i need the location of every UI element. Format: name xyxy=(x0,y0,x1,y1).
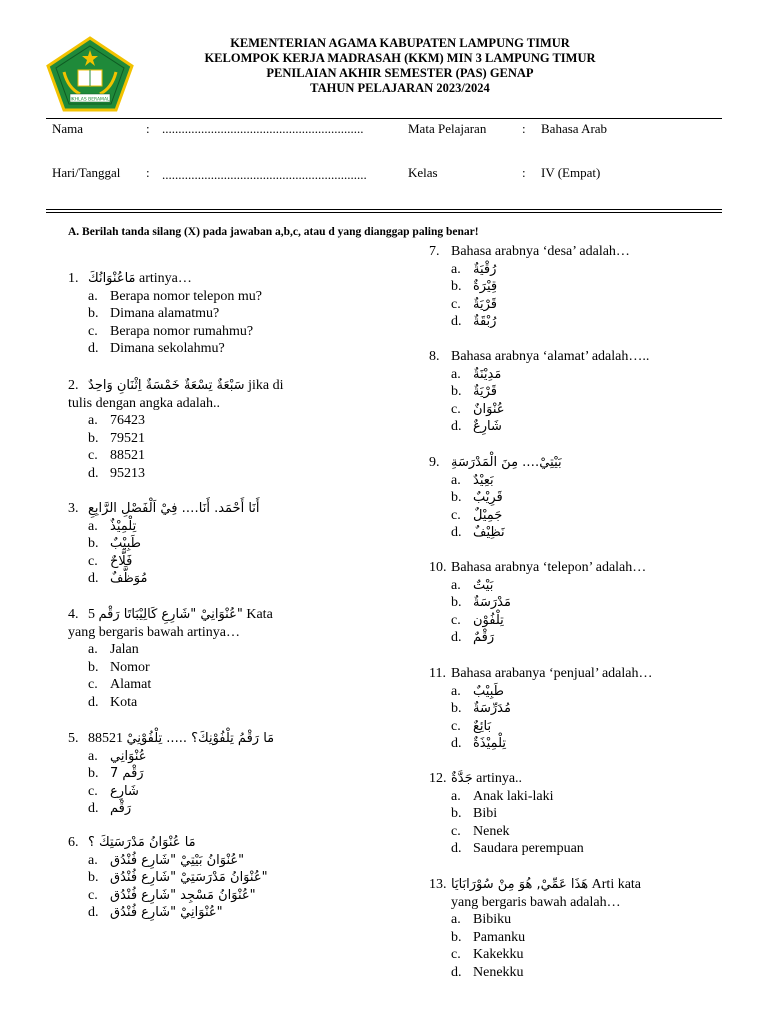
question-text-line2: yang bergaris bawah adalah… xyxy=(451,894,621,910)
kelas-label: Kelas xyxy=(408,165,438,180)
question-text-line2: yang bergaris bawah artinya… xyxy=(68,624,240,640)
mapel-label: Mata Pelajaran xyxy=(408,121,487,136)
arabic-text: سَبْعَةٌ تِسْعَةٌ خَمْسَةٌ اِثْنَانِ وَاحِدٌ xyxy=(88,378,245,393)
fields-divider-1 xyxy=(46,209,722,210)
option-a[interactable]: a. بَيْتٌ xyxy=(451,577,494,593)
option-c[interactable]: c. "عُنْوَانُ مَسْجِد "شَارِع فُنْدُق xyxy=(88,887,256,903)
option-a[interactable]: a. بَعِيْدٌ xyxy=(451,472,494,488)
option-d[interactable]: d. رَقْم xyxy=(88,801,132,816)
option-b[interactable]: b. طَبِيْبٌ xyxy=(88,536,141,551)
option-d[interactable]: d. شَارِعٌ xyxy=(451,419,502,434)
kelas-colon: : xyxy=(522,165,526,180)
question-text: artinya… xyxy=(135,271,192,286)
question-9 xyxy=(429,454,562,542)
option-a[interactable]: a. عُنْوَانِي xyxy=(88,748,147,764)
question-6 xyxy=(68,834,268,922)
option-d[interactable]: d. رَقْمٌ xyxy=(451,630,495,645)
header-line-1: KEMENTERIAN AGAMA KABUPATEN LAMPUNG TIMUR xyxy=(230,36,570,50)
question-text-line2: tulis dengan angka adalah.. xyxy=(68,395,221,411)
option-b[interactable]: b. Pamanku xyxy=(451,929,526,945)
arabic-text: مَاعُنْوَانُكَ xyxy=(88,271,136,286)
nama-label: Nama xyxy=(52,121,84,136)
header-line-2: KELOMPOK KERJA MADRASAH (KKM) MIN 3 LAMPUNG TIMUR xyxy=(204,51,596,65)
hari-field[interactable]: ............................................................... xyxy=(162,167,367,182)
option-a[interactable]: a. مَدِيْنَةٌ xyxy=(451,366,502,382)
option-d[interactable]: d. "عُنْوَانِيْ "شَارِع فُنْدُق xyxy=(88,905,223,920)
option-a[interactable]: a. Anak laki-laki xyxy=(451,788,554,804)
question-text: artinya.. xyxy=(472,771,523,786)
option-b[interactable]: b. Nomor xyxy=(88,659,150,675)
kemenag-logo-icon xyxy=(44,36,136,112)
option-b[interactable]: b. Dimana alamatmu? xyxy=(88,306,220,321)
question-13 xyxy=(429,876,641,981)
arabic-text: مَا رَقْمُ تِلْفُوْنِكَ؟ ..... تِلْفُوْنِيْ xyxy=(126,731,275,746)
mapel-value: Bahasa Arab xyxy=(541,121,608,136)
question-number: 4. xyxy=(68,607,79,622)
option-d[interactable]: d. مُوَظَّفٌ xyxy=(88,571,148,586)
question-number: 9. xyxy=(429,455,440,470)
option-a[interactable]: a. رُقْيَةٌ xyxy=(451,261,497,277)
question-number: 8. xyxy=(429,349,440,364)
arabic-text: "عُنْوَانِيْ "شَارِعِ كَالِيْبَاتَا رَقْم xyxy=(98,607,243,622)
option-c[interactable]: c. عُنْوَانٌ xyxy=(451,401,505,417)
mapel-colon: : xyxy=(522,121,526,136)
option-d[interactable]: d. 95213 xyxy=(88,465,145,481)
question-number: 13. xyxy=(429,877,447,892)
question-number: 10. xyxy=(429,560,447,575)
option-a[interactable]: a. Jalan xyxy=(88,642,139,657)
arabic-text: هَذَا عَمِّيْ, هُوَ مِنْ سُوْرَابَايَا xyxy=(451,877,589,892)
nama-field[interactable]: .............................................................. xyxy=(162,121,364,136)
question-7 xyxy=(429,243,630,331)
option-c[interactable]: c. Nenek xyxy=(451,823,510,839)
header-line-4: TAHUN PELAJARAN 2023/2024 xyxy=(310,81,490,95)
instruction-text: A. Berilah tanda silang (X) pada jawaban a,b,c, atau d yang dianggap paling benar! xyxy=(68,226,479,238)
option-d[interactable]: d. Saudara perempuan xyxy=(451,841,584,856)
question-2 xyxy=(68,377,283,482)
header-divider-top xyxy=(46,118,722,119)
option-c[interactable]: c. بَائِعٌ xyxy=(451,718,492,734)
option-d[interactable]: d. Nenekku xyxy=(451,964,524,980)
hari-label: Hari/Tanggal xyxy=(52,165,121,180)
option-b[interactable]: b. رَقْم 7 xyxy=(88,766,144,781)
question-number: 1. xyxy=(68,271,79,286)
question-10 xyxy=(429,559,646,647)
option-a[interactable]: a. "عُنْوَانُ بَيْتِيْ "شَارِع فُنْدُق xyxy=(88,852,245,868)
document-header xyxy=(130,36,670,96)
option-a[interactable]: a. تِلْمِيْذٌ xyxy=(88,518,137,534)
question-8 xyxy=(429,348,649,436)
nama-colon: : xyxy=(146,121,150,136)
question-text: Bahasa arabnya ‘telepon’ adalah… xyxy=(451,560,647,575)
option-c[interactable]: c. 88521 xyxy=(88,448,145,463)
header-line-3: PENILAIAN AKHIR SEMESTER (PAS) GENAP xyxy=(266,66,534,80)
kelas-value: IV (Empat) xyxy=(541,165,601,180)
question-12 xyxy=(429,770,584,858)
question-number: 7. xyxy=(429,244,440,259)
question-5: 5. 88521 مَا رَقْمُ تِلْفُوْنِكَ؟ ..... تِلْفُوْنِيْ a. عُنْوَانِي b. رَقْم 7 c. شَارِع d. رَقْم xyxy=(68,731,275,816)
option-c[interactable]: c. Kakekku xyxy=(451,947,524,962)
logo-caption: IKHLAS BERAMAL xyxy=(70,97,110,103)
option-b[interactable]: b. "عُنْوَانُ مَدْرَسَتِيْ "شَارِع فُنْدُق xyxy=(88,870,268,885)
hari-colon: : xyxy=(146,165,150,180)
option-d[interactable]: d. تِلْمِيْذَةٌ xyxy=(451,736,506,751)
option-b[interactable]: b. قِيْرَةٌ xyxy=(451,279,498,294)
arabic-text: بَيْتِيْ…. مِنَ الْمَدْرَسَةِ xyxy=(451,455,562,470)
arabic-text: مَا عُنْوَانُ مَدْرَسَتِكَ ؟ xyxy=(88,835,196,850)
fields-divider-2 xyxy=(46,212,722,213)
option-b[interactable]: b. مَدْرَسَةٌ xyxy=(451,595,511,610)
option-c[interactable]: c. Alamat xyxy=(88,677,152,692)
option-b[interactable]: b. Bibi xyxy=(451,806,498,821)
question-text: Bahasa arabnya ‘alamat’ adalah….. xyxy=(451,349,650,364)
option-a[interactable]: a. Bibiku xyxy=(451,912,512,927)
option-a[interactable]: a. Berapa nomor telepon mu? xyxy=(88,288,263,304)
option-d[interactable]: d. Kota xyxy=(88,694,138,710)
option-a[interactable]: a. 76423 xyxy=(88,413,145,428)
question-text: Arti kata xyxy=(588,877,642,892)
option-c[interactable]: c. تِلْفُوْن xyxy=(451,612,504,628)
question-3 xyxy=(68,500,260,588)
option-b[interactable]: b. قَرْيَةٌ xyxy=(451,384,497,399)
option-b[interactable]: b. مُدَرِّسَةٌ xyxy=(451,701,511,716)
arabic-text: جَدَّةٌ xyxy=(451,771,473,786)
option-d[interactable]: d. نَظِيْفٌ xyxy=(451,525,505,540)
question-number: 12. xyxy=(429,771,447,786)
question-text: Bahasa arabnya ‘desa’ adalah… xyxy=(451,244,630,259)
option-c[interactable]: c. Berapa nomor rumahmu? xyxy=(88,323,254,339)
question-number: 2. xyxy=(68,378,79,393)
question-text: Bahasa arabanya ‘penjual’ adalah… xyxy=(451,666,653,681)
question-1 xyxy=(68,270,262,358)
option-d[interactable]: d. Dimana sekolahmu? xyxy=(88,341,225,356)
question-11 xyxy=(429,665,652,753)
question-number: 3. xyxy=(68,501,79,516)
question-number: 6. xyxy=(68,835,79,850)
option-b[interactable]: b. قَرِيْبٌ xyxy=(451,490,503,505)
option-c[interactable]: c. قَرْيَةٌ xyxy=(451,296,497,312)
option-a[interactable]: a. طَبِيْبٌ xyxy=(451,683,504,699)
option-c[interactable]: c. جَمِيْلٌ xyxy=(451,507,503,523)
arabic-text: أَنَا أَحْمَد. أَنَا…. فِيْ اَلْفَصْلِ الرَّابِعِ xyxy=(88,501,260,516)
question-number: 5. xyxy=(68,731,79,746)
option-c[interactable]: c. شَارِع xyxy=(88,783,139,799)
question-number: 11. xyxy=(429,666,446,681)
question-text: jika di xyxy=(244,378,284,393)
option-b[interactable]: b. 79521 xyxy=(88,430,145,446)
option-d[interactable]: d. رُبْقَةٌ xyxy=(451,314,497,329)
option-c[interactable]: c. فَلَّاحٌ xyxy=(88,553,133,569)
question-4: 4. 5 "عُنْوَانِيْ "شَارِعِ كَالِيْبَاتَا رَقْم Kata yang bergaris bawah artinya… a. Jalan b. Nomor c. Alamat d. Kota xyxy=(68,607,273,710)
question-text: Kata xyxy=(242,607,273,622)
